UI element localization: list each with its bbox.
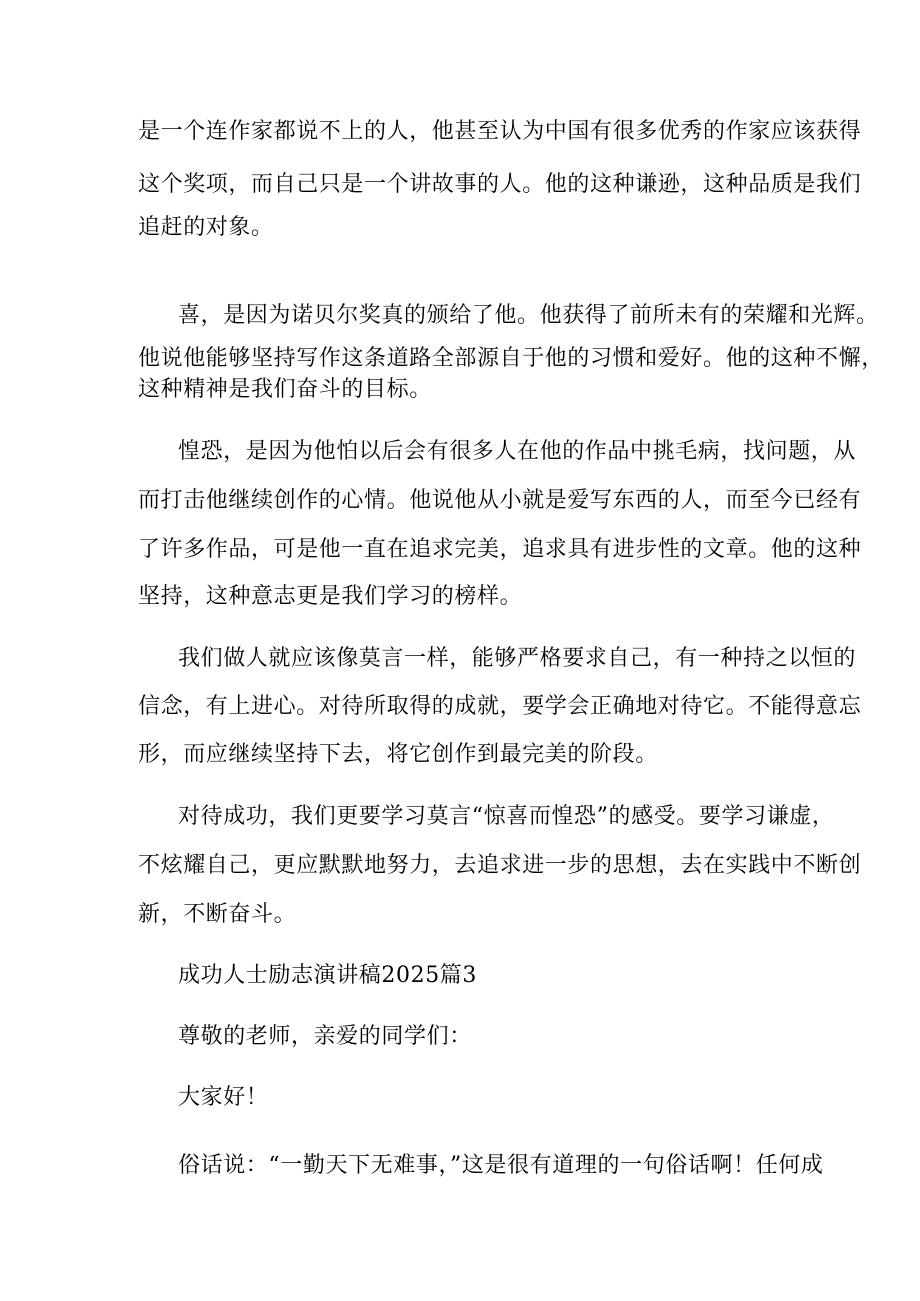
paragraph-3-line-2: 而打击他继续创作的心情。他说他从小就是爱写东西的人，而至今已经有 [138, 488, 862, 513]
paragraph-5-line-3: 新，不断奋斗。 [138, 902, 297, 927]
paragraph-4-line-2: 信念，有上进心。对待所取得的成就，要学会正确地对待它。不能得意忘 [138, 694, 862, 719]
hello-line: 大家好！ [178, 1085, 269, 1110]
section-title: 成功人士励志演讲稿2025篇3 [178, 963, 477, 988]
paragraph-3-line-1: 惶恐，是因为他怕以后会有很多人在他的作品中挑毛病，找问题，从 [178, 439, 857, 464]
paragraph-1-line-2: 这个奖项，而自己只是一个讲故事的人。他的这种谦逊，这种品质是我们 [138, 172, 862, 197]
paragraph-4-line-1: 我们做人就应该像莫言一样，能够严格要求自己，有一种持之以恒的 [178, 646, 857, 671]
paragraph-2-line-3: 这种精神是我们奋斗的目标。 [138, 377, 432, 402]
paragraph-1-line-1: 是一个连作家都说不上的人，他甚至认为中国有很多优秀的作家应该获得 [138, 119, 862, 144]
greeting: 尊敬的老师，亲爱的同学们： [178, 1024, 472, 1049]
paragraph-1-line-3: 追赶的对象。 [138, 215, 274, 240]
paragraph-4-line-3: 形，而应继续坚持下去，将它创作到最完美的阶段。 [138, 742, 658, 767]
paragraph-5-line-2: 不炫耀自己，更应默默地努力，去追求进一步的思想，去在实践中不断创 [138, 853, 862, 878]
paragraph-2-line-2: 他说他能够坚持写作这条道路全部源自于他的习惯和爱好。他的这种不懈， [138, 346, 884, 371]
paragraph-5-line-1: 对待成功，我们更要学习莫言“惊喜而惶恐”的感受。要学习谦虚， [178, 804, 835, 829]
paragraph-2-line-1: 喜，是因为诺贝尔奖真的颁给了他。他获得了前所未有的荣耀和光辉。 [178, 303, 879, 328]
paragraph-6-line-1: 俗话说：“一勤天下无难事，”这是很有道理的一句俗话啊！任何成 [178, 1153, 824, 1178]
paragraph-3-line-3: 了许多作品，可是他一直在追求完美，追求具有进步性的文章。他的这种 [138, 537, 862, 562]
paragraph-3-line-4: 坚持，这种意志更是我们学习的榜样。 [138, 584, 523, 609]
